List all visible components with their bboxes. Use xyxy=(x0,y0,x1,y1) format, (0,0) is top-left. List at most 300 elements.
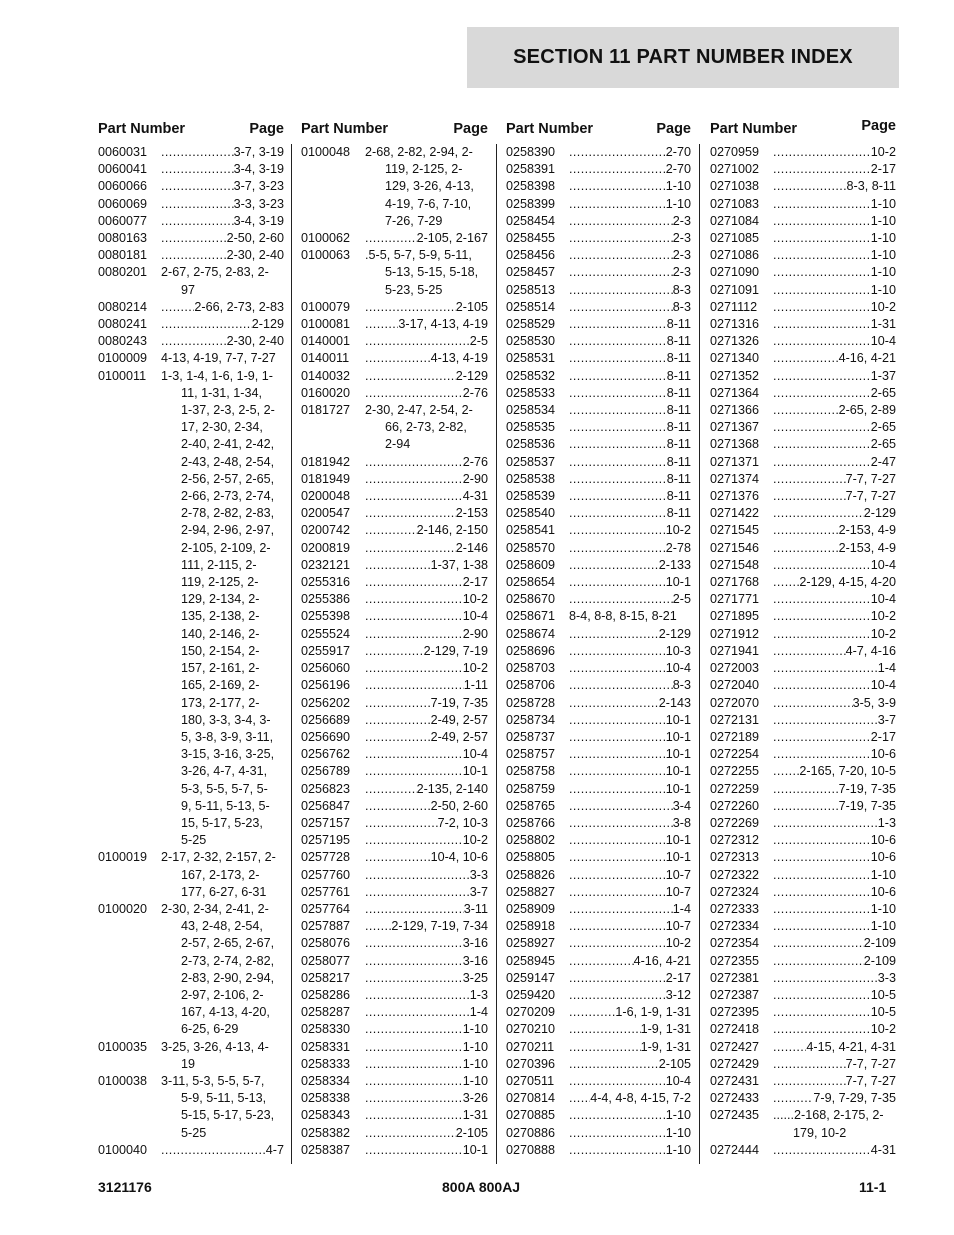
dot-leader xyxy=(365,591,463,608)
part-number: 0259420 xyxy=(506,987,556,1002)
page-value: 10-2 xyxy=(870,626,896,641)
page-reference-line: 5-9, 5-11, 5-13, xyxy=(181,1091,267,1106)
page-reference-line: 2-94, 2-96, 2-97, xyxy=(181,523,275,538)
part-number: 0258541 xyxy=(506,523,556,538)
page-references xyxy=(161,144,284,161)
dot-leader xyxy=(365,970,463,987)
page-value: 10-6 xyxy=(870,850,896,865)
page-value: 2-105 xyxy=(455,299,488,314)
index-entry xyxy=(710,832,896,849)
dot-leader xyxy=(773,505,864,522)
page-reference-line: ......2-168, 2-175, 2- xyxy=(773,1108,884,1123)
page-references xyxy=(569,333,691,350)
page-value: 10-4 xyxy=(870,334,896,349)
page-reference-line: 17, 2-30, 2-34, xyxy=(181,420,263,435)
page-references xyxy=(365,608,488,625)
dot-leader xyxy=(773,695,853,712)
part-number: 0258609 xyxy=(506,557,556,572)
index-entry xyxy=(710,436,896,453)
index-entry xyxy=(98,213,284,230)
dot-leader xyxy=(365,677,464,694)
part-number: 0272070 xyxy=(710,695,760,710)
index-entry xyxy=(98,299,284,316)
page-references xyxy=(773,781,896,798)
page-references xyxy=(569,1125,691,1142)
index-entry xyxy=(710,815,896,832)
index-entry xyxy=(506,144,691,161)
page-value: 10-1 xyxy=(665,712,691,727)
page-references xyxy=(365,144,488,230)
page-references xyxy=(161,901,284,1039)
index-entry xyxy=(98,333,284,350)
dot-leader xyxy=(161,247,227,264)
page-reference-line: 150, 2-154, 2- xyxy=(181,643,260,658)
index-entry xyxy=(301,712,488,729)
dot-leader xyxy=(365,987,470,1004)
index-entry xyxy=(710,729,896,746)
page-value: 1-11 xyxy=(463,678,488,693)
part-number: 0271038 xyxy=(710,179,760,194)
part-number: 0270888 xyxy=(506,1142,556,1157)
index-entry xyxy=(710,402,896,419)
page-references xyxy=(569,849,691,866)
dot-leader xyxy=(773,196,871,213)
part-number: 0257764 xyxy=(301,901,351,916)
page-value: 3-11 xyxy=(463,901,488,916)
page-references xyxy=(773,196,896,213)
dot-leader xyxy=(773,1073,846,1090)
index-entry xyxy=(506,488,691,505)
index-entry xyxy=(710,1142,896,1159)
dot-leader xyxy=(773,264,871,281)
page-value: 1-3 xyxy=(469,987,488,1002)
index-entry xyxy=(98,264,284,298)
dot-leader xyxy=(773,626,871,643)
dot-leader xyxy=(365,471,463,488)
dot-leader xyxy=(569,1107,666,1124)
part-number: 0272313 xyxy=(710,850,760,865)
page-references xyxy=(569,264,691,281)
page-references xyxy=(773,1073,896,1090)
page-references xyxy=(569,1039,691,1056)
page-references xyxy=(569,1004,691,1021)
dot-leader xyxy=(569,264,673,281)
index-entry xyxy=(301,247,488,299)
dot-leader xyxy=(569,557,659,574)
dot-leader xyxy=(161,213,234,230)
index-entry xyxy=(506,660,691,677)
part-number: 0258759 xyxy=(506,781,556,796)
page-value: 8-3, 8-11 xyxy=(846,179,896,194)
index-entry xyxy=(710,1004,896,1021)
part-number: 0258331 xyxy=(301,1039,351,1054)
page-references xyxy=(773,385,896,402)
page-value: 10-1 xyxy=(665,729,691,744)
part-number: 0140001 xyxy=(301,334,351,349)
index-entry xyxy=(506,677,691,694)
dot-leader xyxy=(569,935,666,952)
page-value: 1-10 xyxy=(665,179,691,194)
page-reference-line: 2-94 xyxy=(385,437,411,452)
page-reference-line: 97 xyxy=(181,282,196,297)
page-value: 10-1 xyxy=(462,1142,488,1157)
page-value: 2-109 xyxy=(863,936,896,951)
page-value: 2-65 xyxy=(870,420,896,435)
part-number: 0258537 xyxy=(506,454,556,469)
page-value: 1-10 xyxy=(870,282,896,297)
part-number: 0271376 xyxy=(710,489,760,504)
page-value: 1-10 xyxy=(870,919,896,934)
part-number: 0272003 xyxy=(710,661,760,676)
page-value: 8-11 xyxy=(666,368,691,383)
page-value: 1-10 xyxy=(665,1108,691,1123)
dot-leader xyxy=(773,643,846,660)
index-entry xyxy=(301,695,488,712)
dot-leader xyxy=(569,1125,666,1142)
section-title-banner xyxy=(467,27,899,88)
page-value: 2-3 xyxy=(672,213,691,228)
page-reference-line: 2-56, 2-57, 2-65, xyxy=(181,471,275,486)
part-number: 0258330 xyxy=(301,1022,351,1037)
page-references xyxy=(773,178,896,195)
part-number: 0272381 xyxy=(710,970,760,985)
dot-leader xyxy=(569,918,666,935)
index-entry xyxy=(710,419,896,436)
part-number: 0200819 xyxy=(301,540,351,555)
dot-leader xyxy=(365,1073,463,1090)
page-value: 3-7, 3-23 xyxy=(233,179,284,194)
dot-leader xyxy=(773,781,839,798)
index-entry xyxy=(506,402,691,419)
index-entry xyxy=(710,677,896,694)
page-value: 10-4 xyxy=(665,1073,691,1088)
page-reference-line: 1-3, 1-4, 1-6, 1-9, 1- xyxy=(161,368,273,383)
dot-leader xyxy=(569,299,673,316)
page-references xyxy=(569,522,691,539)
page-reference-line: 8-4, 8-8, 8-15, 8-21 xyxy=(569,609,677,624)
page-references xyxy=(773,282,896,299)
dot-leader xyxy=(365,746,463,763)
page-reference-line: 167, 2-173, 2- xyxy=(181,867,260,882)
page-value: 2-129, 7-19, 7-34 xyxy=(391,919,488,934)
page-references xyxy=(773,712,896,729)
part-number: 0100038 xyxy=(98,1073,148,1088)
page-references xyxy=(773,1142,896,1159)
dot-leader xyxy=(365,454,463,471)
index-entry xyxy=(301,953,488,970)
page-references xyxy=(569,987,691,1004)
index-entry xyxy=(710,488,896,505)
page-value: 3-12 xyxy=(665,987,691,1002)
index-entry xyxy=(710,350,896,367)
part-number: 0100063 xyxy=(301,248,351,263)
index-entry xyxy=(710,712,896,729)
page-value: 8-11 xyxy=(666,437,691,452)
dot-leader xyxy=(569,1142,666,1159)
page-reference-line: 119, 2-125, 2- xyxy=(385,162,463,177)
part-number: 0270959 xyxy=(710,145,760,159)
part-number: 0272444 xyxy=(710,1142,760,1157)
page-value: 8-11 xyxy=(666,454,691,469)
page-reference-line: 2-40, 2-41, 2-42, xyxy=(181,437,275,452)
page-value: 10-2 xyxy=(870,145,896,159)
page-value: 2-50, 2-60 xyxy=(430,798,488,813)
page-references xyxy=(365,488,488,505)
page-value: 1-10 xyxy=(665,196,691,211)
index-entry xyxy=(506,1107,691,1124)
page-value: 3-7 xyxy=(877,712,896,727)
page-value: 10-2 xyxy=(462,592,488,607)
part-number: 0258534 xyxy=(506,403,556,418)
part-number: 0258757 xyxy=(506,747,556,762)
page-value: 3-3 xyxy=(877,970,896,985)
page-references xyxy=(569,213,691,230)
page-reference-line: 5-3, 5-5, 5-7, 5- xyxy=(181,781,268,796)
page-references xyxy=(773,540,896,557)
index-entry xyxy=(98,144,284,161)
part-number: 0272387 xyxy=(710,987,760,1002)
part-number: 0080201 xyxy=(98,265,148,280)
dot-leader xyxy=(773,144,871,161)
column-header xyxy=(710,118,896,144)
part-number: 0258387 xyxy=(301,1142,351,1157)
part-number: 0100079 xyxy=(301,299,351,314)
page-value: 2-70 xyxy=(665,162,691,177)
part-number: 0100048 xyxy=(301,145,351,159)
part-number: 0272333 xyxy=(710,901,760,916)
dot-leader xyxy=(773,540,839,557)
page-references xyxy=(569,247,691,264)
dot-leader xyxy=(569,144,666,161)
page-reference-line: 2-83, 2-90, 2-94, xyxy=(181,970,275,985)
page-references xyxy=(773,832,896,849)
page-value: 10-2 xyxy=(462,833,488,848)
page-value: 2-129 xyxy=(658,626,691,641)
index-entry xyxy=(301,849,488,866)
dot-leader xyxy=(773,282,871,299)
page-references xyxy=(773,953,896,970)
page-references xyxy=(773,746,896,763)
dot-leader xyxy=(569,729,666,746)
part-number: 0271352 xyxy=(710,368,760,383)
page-references xyxy=(773,1107,896,1141)
page-references xyxy=(773,935,896,952)
index-entry xyxy=(506,1056,691,1073)
index-entry xyxy=(506,316,691,333)
dot-leader xyxy=(773,436,871,453)
part-number: 0258457 xyxy=(506,265,556,280)
part-number: 0270211 xyxy=(506,1039,555,1054)
part-number: 0258706 xyxy=(506,678,556,693)
part-number: 0256762 xyxy=(301,747,351,762)
index-entry xyxy=(301,918,488,935)
index-entry xyxy=(506,454,691,471)
index-entry xyxy=(506,867,691,884)
part-number: 0271548 xyxy=(710,557,760,572)
dot-leader xyxy=(569,849,666,866)
page-value: 7-7, 7-27 xyxy=(845,1056,896,1071)
index-entry xyxy=(710,867,896,884)
index-entry xyxy=(301,901,488,918)
dot-leader xyxy=(569,1004,615,1021)
page-references xyxy=(569,196,691,213)
dot-leader xyxy=(773,1004,871,1021)
page-references xyxy=(365,368,488,385)
page-references xyxy=(569,350,691,367)
index-entry xyxy=(506,935,691,952)
part-number: 0258398 xyxy=(506,179,556,194)
index-entry xyxy=(301,1073,488,1090)
page-reference-line: 167, 4-13, 4-20, xyxy=(181,1005,270,1020)
page-value: 1-4 xyxy=(877,661,896,676)
page-references xyxy=(365,454,488,471)
dot-leader xyxy=(773,557,871,574)
index-entry xyxy=(506,522,691,539)
page-references xyxy=(773,643,896,660)
index-entry xyxy=(506,1021,691,1038)
index-entry xyxy=(98,350,284,367)
page-value: 1-10 xyxy=(870,265,896,280)
page-value: 2-105 xyxy=(658,1056,691,1071)
page-references xyxy=(569,884,691,901)
page-value: 2-90 xyxy=(462,626,488,641)
page-reference-line: 43, 2-48, 2-54, xyxy=(181,919,263,934)
index-entry xyxy=(301,557,488,574)
page-references xyxy=(365,333,488,350)
page-references xyxy=(569,935,691,952)
index-entry xyxy=(506,849,691,866)
dot-leader xyxy=(773,368,871,385)
part-number: 0255524 xyxy=(301,626,351,641)
page-value: 10-6 xyxy=(870,833,896,848)
page-value: 8-3 xyxy=(672,282,691,297)
dot-leader xyxy=(773,350,839,367)
page-references xyxy=(161,230,284,247)
page-references xyxy=(569,953,691,970)
part-number: 0257887 xyxy=(301,919,351,934)
index-entry xyxy=(301,781,488,798)
page-references xyxy=(365,901,488,918)
page-reference-line: 66, 2-73, 2-82, xyxy=(385,420,467,435)
dot-leader xyxy=(365,505,456,522)
index-entry xyxy=(301,970,488,987)
part-number: 0258540 xyxy=(506,506,556,521)
page-value: 10-6 xyxy=(870,884,896,899)
page-value: 2-30, 2-40 xyxy=(226,334,284,349)
dot-leader xyxy=(569,333,667,350)
column-entries xyxy=(506,144,691,1159)
page-references xyxy=(773,316,896,333)
part-number: 0258674 xyxy=(506,626,556,641)
dot-leader xyxy=(161,1142,266,1159)
part-number: 0258529 xyxy=(506,317,556,332)
page-references xyxy=(569,436,691,453)
part-number: 0060066 xyxy=(98,179,148,194)
page-value: 3-25 xyxy=(462,970,488,985)
part-number: 0181727 xyxy=(301,403,351,418)
part-number: 0200742 xyxy=(301,523,351,538)
index-entry xyxy=(506,350,691,367)
page-reference-line: 7-26, 7-29 xyxy=(385,213,443,228)
dot-leader xyxy=(161,316,252,333)
dot-leader xyxy=(365,643,424,660)
page-references xyxy=(365,987,488,1004)
index-entry xyxy=(301,746,488,763)
dot-leader xyxy=(365,832,463,849)
page-value: 10-7 xyxy=(665,867,691,882)
part-number: 0271374 xyxy=(710,471,760,486)
index-column-4 xyxy=(710,118,896,1159)
page-references xyxy=(773,264,896,281)
page-references xyxy=(365,763,488,780)
index-entry xyxy=(506,901,691,918)
dot-leader xyxy=(773,1021,871,1038)
dot-leader xyxy=(365,1021,463,1038)
part-number: 0258530 xyxy=(506,334,556,349)
dot-leader xyxy=(365,729,431,746)
index-entry xyxy=(506,970,691,987)
part-number: 0271083 xyxy=(710,196,760,211)
page-references xyxy=(365,970,488,987)
page-references xyxy=(569,574,691,591)
page-value: 3-7 xyxy=(469,884,488,899)
page-value: 1-10 xyxy=(870,231,896,246)
column-entries xyxy=(710,144,896,1159)
part-number: 0255917 xyxy=(301,643,351,658)
page-value: 2-17 xyxy=(665,970,691,985)
page-references xyxy=(161,161,284,178)
page-value: 8-11 xyxy=(666,351,691,366)
page-value: 1-37, 1-38 xyxy=(430,557,488,572)
part-number: 0060077 xyxy=(98,213,148,228)
page-value: 2-3 xyxy=(672,265,691,280)
page-references xyxy=(365,884,488,901)
part-number: 0258909 xyxy=(506,901,556,916)
index-entry xyxy=(506,178,691,195)
index-entry xyxy=(506,436,691,453)
dot-leader xyxy=(161,144,234,161)
page-value: 8-11 xyxy=(666,471,691,486)
index-entry xyxy=(301,385,488,402)
dot-leader xyxy=(365,574,463,591)
page-reference-line: 129, 3-26, 4-13, xyxy=(385,179,474,194)
part-number: 0258333 xyxy=(301,1056,351,1071)
page-references xyxy=(773,368,896,385)
index-entry xyxy=(506,953,691,970)
index-entry xyxy=(506,918,691,935)
index-entry xyxy=(710,1073,896,1090)
page-references xyxy=(365,660,488,677)
page-value: 10-5 xyxy=(870,1005,896,1020)
dot-leader xyxy=(365,1107,463,1124)
page-references xyxy=(569,712,691,729)
page-references xyxy=(365,1142,488,1159)
page-references xyxy=(161,178,284,195)
page-references xyxy=(365,1090,488,1107)
page-header: Page xyxy=(861,118,896,134)
index-entry xyxy=(301,608,488,625)
page-value: 2-17 xyxy=(870,729,896,744)
part-number: 0272431 xyxy=(710,1073,760,1088)
part-number: 0270209 xyxy=(506,1005,556,1020)
part-number: 0271367 xyxy=(710,420,760,435)
part-number: 0258766 xyxy=(506,815,556,830)
page-references xyxy=(773,471,896,488)
part-number: 0255386 xyxy=(301,592,351,607)
page-value: 2-65 xyxy=(870,437,896,452)
dot-leader xyxy=(161,178,234,195)
part-number: 0258287 xyxy=(301,1005,351,1020)
